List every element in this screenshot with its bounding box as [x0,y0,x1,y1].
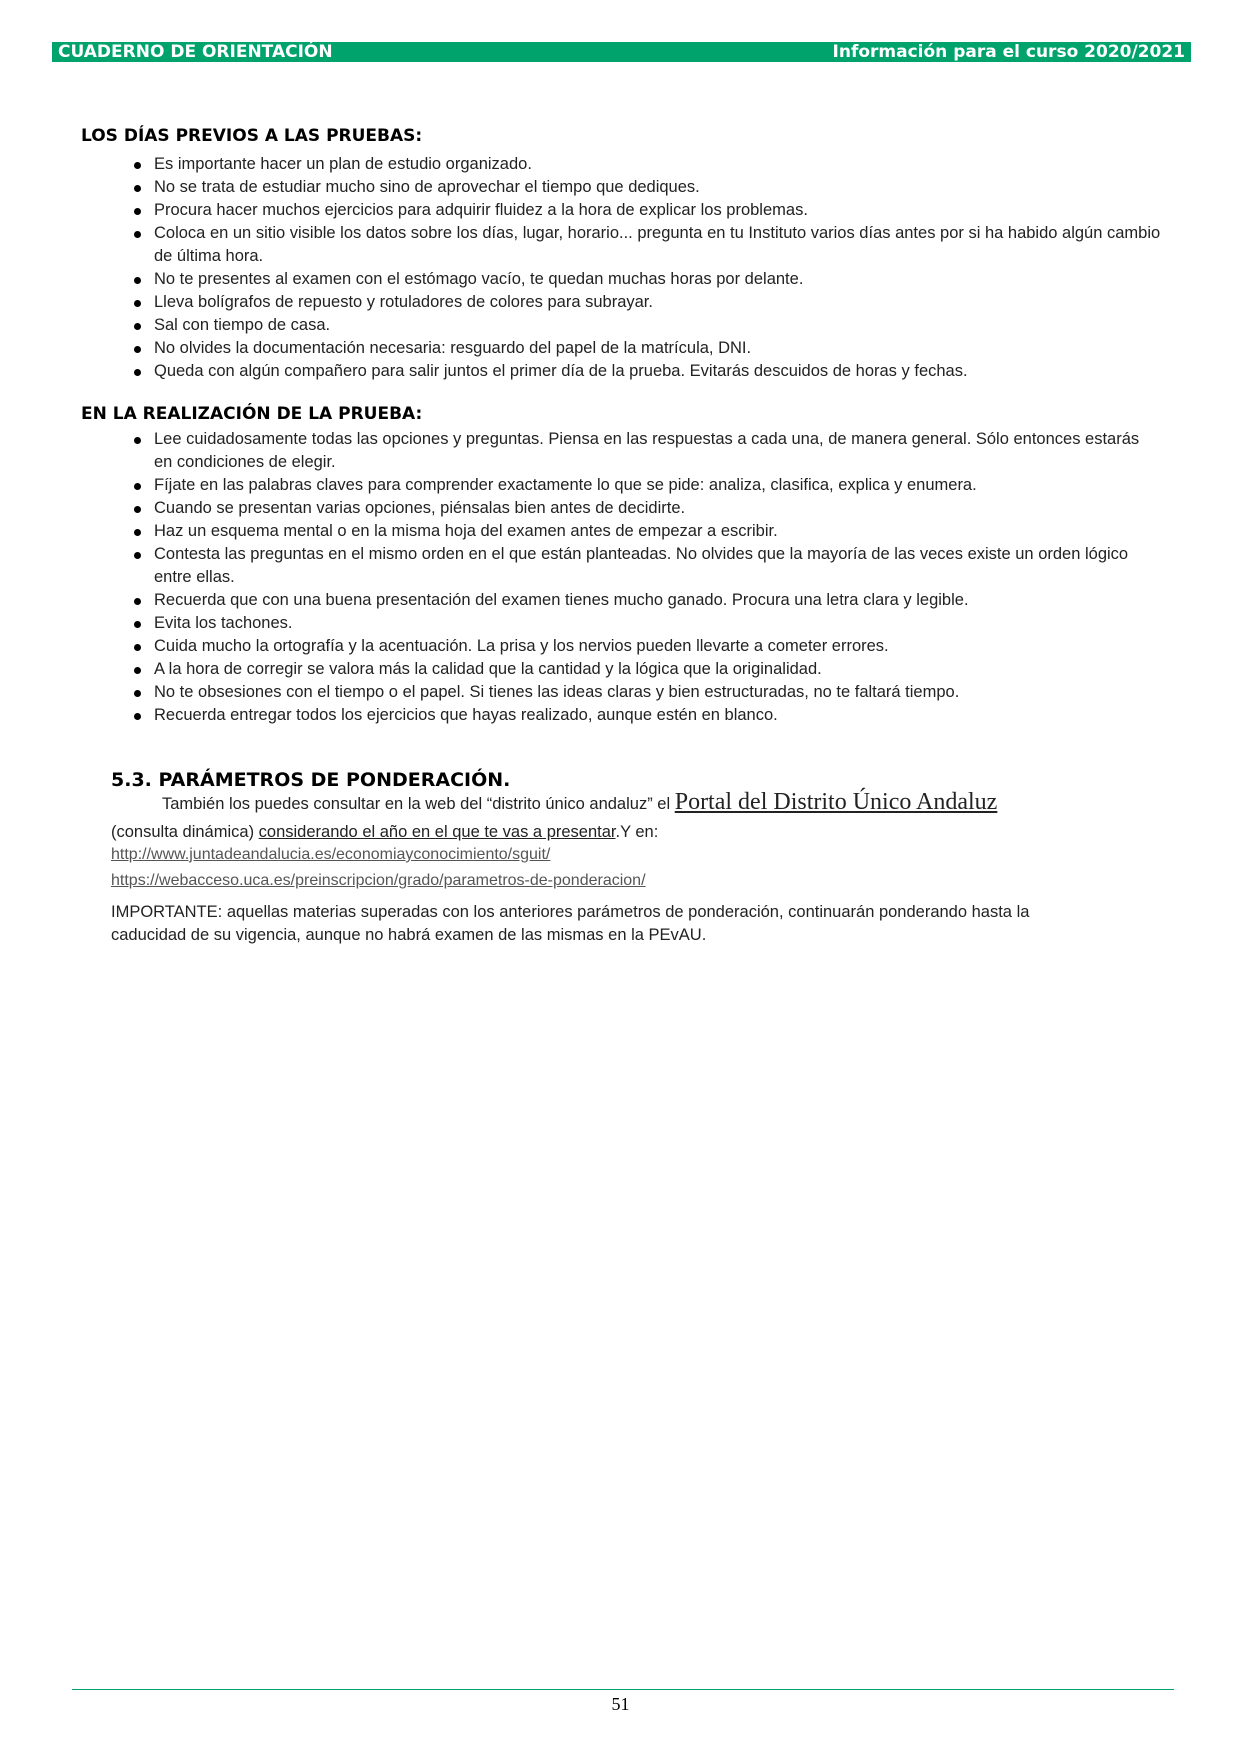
portal-link[interactable]: Portal del Distrito Único Andaluz [674,789,998,815]
list-item: No te presentes al examen con el estómago vacío, te quedan muchas horas por delante. [132,268,1162,291]
line2-after: .Y en: [615,823,659,841]
header-left-title: CUADERNO DE ORIENTACIÓN [58,42,333,62]
list-item: Cuida mucho la ortografía y la acentuación. La prisa y los nervios pueden llevarte a cometer errores. [132,635,1162,658]
list-item: No se trata de estudiar mucho sino de aprovechar el tiempo que dediques. [132,176,1162,199]
list-item: Recuerda entregar todos los ejercicios que hayas realizado, aunque estén en blanco. [132,704,1162,727]
list-item: Sal con tiempo de casa. [132,314,1162,337]
list-item: Haz un esquema mental o en la misma hoja del examen antes de empezar a escribir. [132,520,1162,543]
url-uca-link[interactable]: https://webacceso.uca.es/preinscripcion/grado/parametros-de-ponderacion/ [111,872,646,889]
weighting-line2 [111,821,658,844]
important-note: IMPORTANTE: aquellas materias superadas con los anteriores parámetros de ponderación, continuarán ponderando hasta la caducidad de su vigencia, aunque no habrá examen de las mismas en la PEvAU. [111,903,1030,944]
list-item: Lee cuidadosamente todas las opciones y preguntas. Piensa en las respuestas a cada una, de manera general. Sólo entonces estarás en condiciones de elegir. [132,428,1162,474]
list-item: A la hora de corregir se valora más la calidad que la cantidad y la lógica que la originalidad. [132,658,1162,681]
list-item: Es importante hacer un plan de estudio organizado. [132,153,1162,176]
list-item: Coloca en un sitio visible los datos sobre los días, lugar, horario... pregunta en tu Instituto varios días antes por si ha habido algún cambio de última hora. [132,222,1162,268]
list-item: No te obsesiones con el tiempo o el papel. Si tienes las ideas claras y bien estructuradas, no te faltará tiempo. [132,681,1162,704]
list-item: Queda con algún compañero para salir juntos el primer día de la prueba. Evitarás descuidos de horas y fechas. [132,360,1162,383]
list-item: No olvides la documentación necesaria: resguardo del papel de la matrícula, DNI. [132,337,1162,360]
section-title-during-test: EN LA REALIZACIÓN DE LA PRUEBA: [81,404,423,424]
footer-rule [72,1689,1174,1690]
section-heading-weighting: 5.3. PARÁMETROS DE PONDERACIÓN. [111,769,511,791]
year-link[interactable]: considerando el año en el que te vas a presentar [258,823,616,841]
list-item: Fíjate en las palabras claves para comprender exactamente lo que se pide: analiza, clasifica, explica y enumera. [132,474,1162,497]
line2-text: (consulta dinámica) [111,823,259,841]
list-item: Recuerda que con una buena presentación del examen tienes mucho ganado. Procura una letra clara y legible. [132,589,1162,612]
list-previous-days [132,153,1162,383]
list-item: Evita los tachones. [132,612,1162,635]
list-item: Procura hacer muchos ejercicios para adquirir fluidez a la hora de explicar los problemas. [132,199,1162,222]
url-junta-link[interactable]: http://www.juntadeandalucia.es/economiayconocimiento/sguit/ [111,846,551,863]
section-title-previous-days: LOS DÍAS PREVIOS A LAS PRUEBAS: [81,126,423,146]
list-item: Cuando se presentan varias opciones, piénsalas bien antes de decidirte. [132,497,1162,520]
header-right-title: Información para el curso 2020/2021 [832,42,1185,62]
intro-text: También los puedes consultar en la web del “distrito único andaluz” el [162,795,675,813]
list-item: Lleva bolígrafos de repuesto y rotuladores de colores para subrayar. [132,291,1162,314]
list-during-test [132,428,1162,727]
header-bar [52,42,1191,62]
page-number: 51 [611,1694,630,1714]
weighting-intro [162,791,997,816]
list-item: Contesta las preguntas en el mismo orden en el que están planteadas. No olvides que la mayoría de las veces existe un orden lógico entre ellas. [132,543,1162,589]
